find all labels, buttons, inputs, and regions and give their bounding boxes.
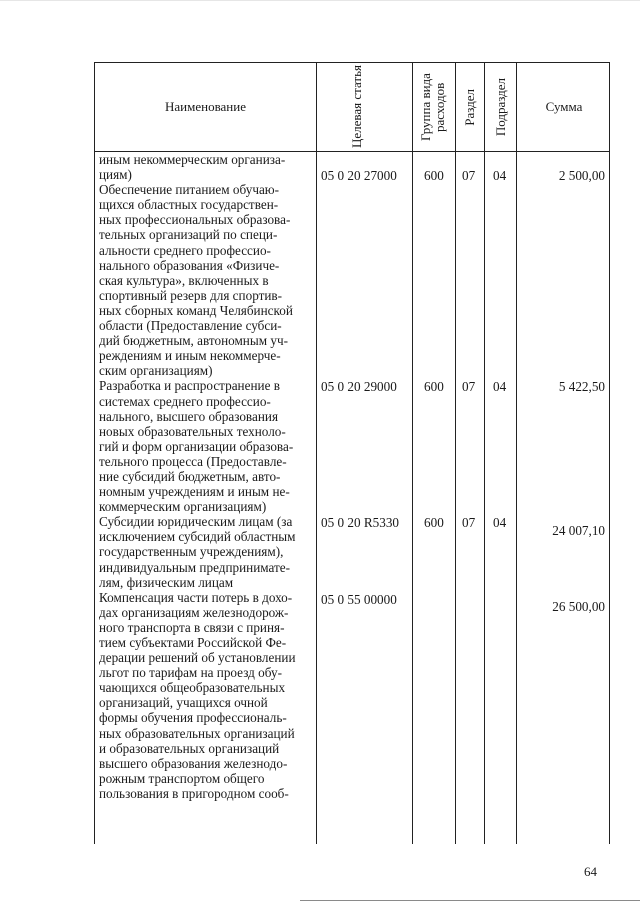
row-1-subsection: 04 (493, 168, 507, 183)
row-4-sum: 26 500,00 (552, 599, 605, 614)
row-2-section: 07 (462, 379, 476, 394)
name-line: реждениям и иным некоммерче- (99, 348, 281, 364)
name-line: спортивный резерв для спортив- (99, 287, 283, 303)
name-line: Разработка и распространение в (99, 378, 280, 394)
page-number: 64 (584, 864, 597, 879)
name-line: Субсидии юридическим лицам (за (99, 514, 293, 530)
name-line: исключением субсидий областным (99, 529, 296, 545)
name-line: щихся областных государствен- (99, 197, 279, 213)
header-target (317, 63, 412, 151)
name-line: альности среднего профессио- (99, 242, 271, 258)
header-section-text: Раздел (462, 88, 477, 126)
name-line: индивидуальным предпринимате- (99, 559, 291, 575)
name-line: государственным учреждениям), (99, 544, 284, 560)
scan-edge-bottom (300, 900, 640, 901)
name-line: рожным транспортом общего (99, 770, 265, 786)
name-line: ных сборных команд Челябинской (99, 302, 293, 318)
row-2-sum: 5 422,50 (558, 379, 605, 394)
name-line: пользования в пригородном сооб- (99, 785, 289, 801)
row-2-target: 05 0 20 29000 (321, 379, 397, 394)
row-3-section: 07 (462, 515, 476, 530)
name-line: системах среднего профессио- (99, 393, 271, 409)
header-section (456, 63, 484, 151)
row-3-target: 05 0 20 R5330 (321, 515, 400, 530)
row-4-target: 05 0 55 00000 (321, 592, 397, 607)
row-3-group: 600 (424, 515, 444, 530)
name-line: ским организациям) (99, 363, 213, 379)
name-line: ская культура», включенных в (99, 272, 269, 288)
name-line: высшего образования железнодо- (99, 755, 288, 771)
name-line: организаций, учащихся очной (99, 695, 268, 711)
name-line: тельного процесса (Предоставле- (99, 453, 287, 469)
name-line: лям, физическим лицам (99, 574, 234, 590)
name-line: чающихся общеобразовательных (99, 680, 286, 696)
name-line: иным некоммерческим организа- (99, 152, 286, 167)
name-line: нального образования «Физиче- (99, 257, 280, 273)
header-group (413, 63, 455, 151)
name-line: льгот по тарифам на проезд обу- (99, 665, 282, 681)
row-2-subsection: 04 (493, 379, 507, 394)
row-1-target: 05 0 20 27000 (321, 168, 397, 183)
row-1-section: 07 (462, 168, 476, 183)
header-name (95, 63, 316, 151)
row-3-sum: 24 007,10 (552, 523, 605, 538)
name-line: области (Предоставление субси- (99, 318, 282, 334)
header-subsection-text: Подраздел (492, 77, 508, 137)
header-target-text: Целевая статья (348, 65, 364, 149)
name-line: дий бюджетным, автономным уч- (99, 333, 288, 349)
row-2-group: 600 (424, 379, 444, 394)
name-line: ных профессиональных образова- (99, 212, 291, 228)
name-column-text (99, 152, 314, 801)
name-line: тием субъектами Российской Фе- (99, 635, 287, 650)
scan-edge-top (0, 0, 640, 1)
name-line: дах организациям железнодорож- (99, 604, 289, 620)
name-line: гий и форм организации образова- (99, 438, 294, 454)
name-line: нального, высшего образования (99, 408, 279, 424)
header-name-text: Наименование (165, 99, 246, 114)
name-line: циям) (99, 167, 132, 183)
name-line: ного транспорта в связи с приня- (99, 619, 285, 635)
name-line: формы обучения профессиональ- (99, 710, 287, 726)
name-line: ных образовательных организаций (99, 725, 295, 741)
header-group-text: Группа вида расходов (418, 73, 447, 141)
name-line: ние субсидий бюджетным, авто- (99, 468, 281, 484)
name-line: номным учреждениям и иным не- (99, 484, 290, 500)
name-line: тельных организаций по специ- (99, 227, 278, 243)
header-sum (517, 63, 611, 151)
name-line: коммерческим организациям) (99, 499, 267, 515)
header-sum-text: Сумма (545, 99, 583, 114)
name-line: новых образовательных техноло- (99, 423, 286, 439)
budget-table (94, 62, 610, 844)
table-body (95, 151, 609, 844)
name-line: и образовательных организаций (99, 740, 280, 756)
name-line: Обеспечение питанием обучаю- (99, 182, 280, 198)
name-line: дерации решений об установлении (99, 650, 296, 666)
header-subsection (485, 63, 516, 151)
row-3-subsection: 04 (493, 515, 507, 530)
row-1-group: 600 (424, 168, 444, 183)
row-1-sum: 2 500,00 (558, 168, 605, 183)
name-line: Компенсация части потерь в дохо- (99, 589, 293, 605)
table-header (95, 63, 609, 152)
